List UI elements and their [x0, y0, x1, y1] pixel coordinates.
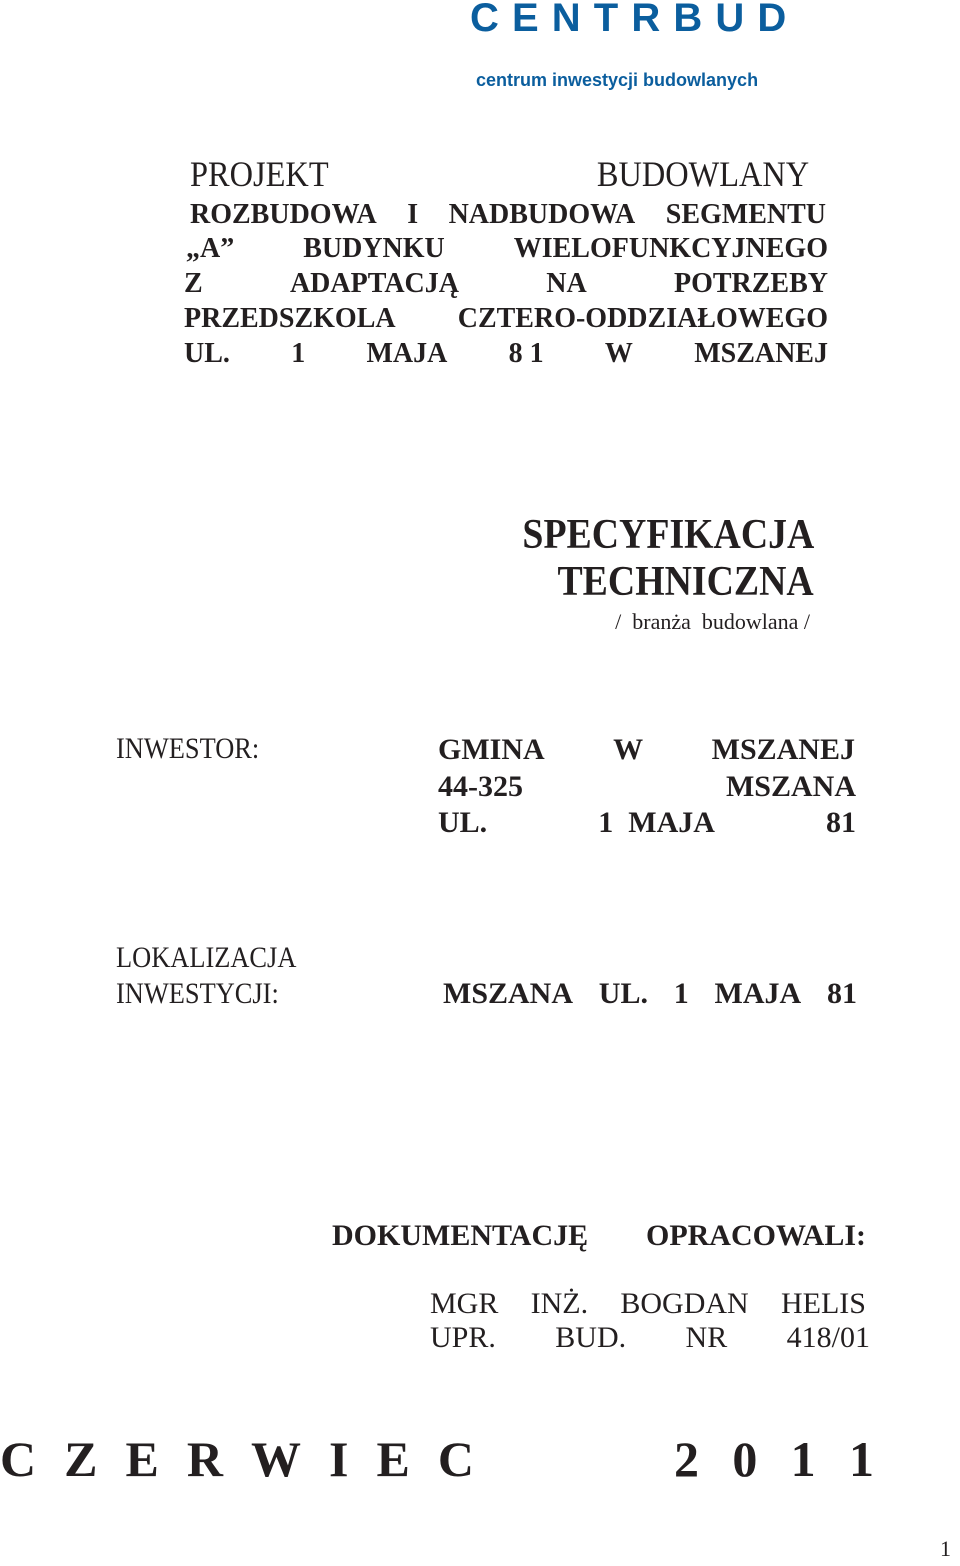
investor-word: 81 [826, 806, 856, 839]
title-word: BUDYNKU [303, 233, 445, 264]
date-digit: 1 [790, 1431, 816, 1487]
investor-line-3 [438, 806, 856, 840]
title-word: I [407, 199, 419, 230]
investor-word: W [613, 733, 644, 766]
page-number: 1 [940, 1536, 951, 1561]
date-digit: 0 [732, 1431, 758, 1487]
prepared-by-license [430, 1321, 870, 1355]
project-title-line-2 [186, 233, 828, 265]
location-label-line-2: INWESTYCJI: [116, 977, 279, 1010]
title-word: 1 [291, 338, 306, 369]
document-title-line-2: TECHNICZNA [557, 559, 814, 605]
project-type-word-1: PROJEKT [190, 154, 329, 194]
date-year [674, 1430, 874, 1488]
investor-word: UL. [438, 806, 488, 839]
date-letter: Z [64, 1431, 98, 1487]
date-letter: E [125, 1431, 159, 1487]
investor-word: MSZANEJ [711, 733, 855, 766]
person-word: HELIS [780, 1287, 866, 1320]
title-word: „A” [186, 233, 235, 264]
title-word: MSZANEJ [694, 338, 828, 369]
title-word: ROZBUDOWA [190, 199, 377, 230]
company-name: C E N T R B U D [470, 0, 788, 40]
title-word: CZTERO-ODDZIAŁOWEGO [457, 303, 828, 334]
person-word: BOGDAN [620, 1287, 749, 1320]
title-word: POTRZEBY [673, 268, 828, 299]
title-word: MAJA [366, 338, 448, 369]
location-word: MSZANA [443, 977, 574, 1010]
prepared-word: OPRACOWALI: [645, 1219, 866, 1252]
document-subtitle: / branża budowlana / [615, 609, 810, 634]
date-digit: 2 [674, 1431, 699, 1487]
project-title-line-5 [184, 338, 828, 370]
date-digit: 1 [848, 1431, 874, 1487]
date-letter: R [186, 1431, 223, 1487]
title-word: UL. [184, 338, 230, 369]
location-word: 1 [673, 977, 689, 1010]
title-word: WIELOFUNKCYJNEGO [513, 233, 828, 264]
date-letter: E [376, 1431, 410, 1487]
investor-line-1 [438, 733, 855, 767]
prepared-word: DOKUMENTACJĘ [332, 1219, 589, 1252]
title-word: NADBUDOWA [448, 199, 636, 230]
person-word: MGR [430, 1287, 499, 1320]
license-word: NR [685, 1321, 728, 1354]
project-type-word-2: BUDOWLANY [596, 154, 810, 194]
title-word: SEGMENTU [665, 199, 826, 230]
company-tagline: centrum inwestycji budowlanych [476, 70, 759, 90]
investor-word: GMINA [438, 733, 545, 766]
license-word: UPR. [430, 1321, 496, 1354]
title-word: NA [546, 268, 587, 299]
project-title-line-3 [184, 268, 828, 300]
title-word: Z [184, 268, 203, 299]
title-word: PRZEDSZKOLA [184, 303, 396, 334]
location-word: 81 [826, 977, 857, 1010]
title-word: 8 1 [508, 338, 544, 369]
date-letter: C [0, 1431, 37, 1487]
prepared-by-person [430, 1287, 866, 1321]
location-word: MAJA [714, 977, 802, 1010]
date-month [0, 1430, 474, 1488]
date-letter: C [437, 1431, 474, 1487]
license-word: 418/01 [786, 1321, 870, 1354]
prepared-by-label [332, 1219, 866, 1253]
license-word: BUD. [555, 1321, 627, 1354]
investor-line-2 [438, 770, 856, 804]
title-word: ADAPTACJĄ [289, 268, 459, 299]
investor-word: 44-325 [438, 770, 523, 803]
person-word: INŻ. [530, 1287, 589, 1320]
investor-label: INWESTOR: [116, 732, 260, 765]
project-type [190, 153, 809, 195]
investor-word: 1 MAJA [598, 806, 715, 839]
location-label-line-1: LOKALIZACJA [116, 941, 297, 974]
date-letter: I [329, 1431, 349, 1487]
project-title-line-1 [190, 199, 826, 231]
investor-word: MSZANA [725, 770, 856, 803]
title-word: W [604, 338, 633, 369]
date-letter: W [251, 1431, 301, 1487]
location-value [443, 977, 857, 1011]
document-title-line-1: SPECYFIKACJA [522, 512, 814, 558]
project-title-line-4 [184, 303, 828, 335]
location-word: UL. [598, 977, 648, 1010]
